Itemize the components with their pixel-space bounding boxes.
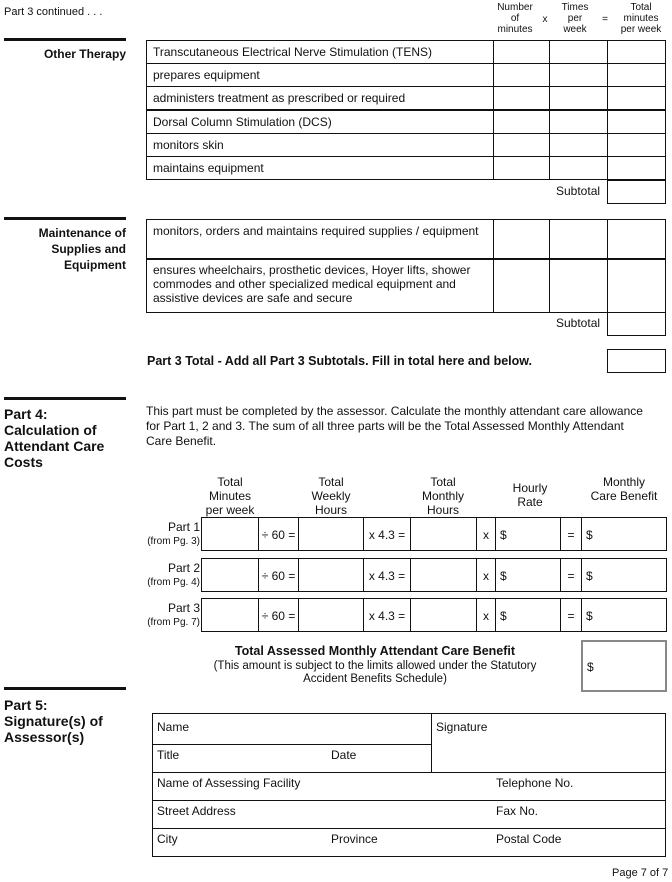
times-field[interactable] [549,40,608,64]
signature-field-label[interactable]: Signature [436,720,488,734]
divide-60-label-text: ÷ 60 = [261,609,296,623]
weekly-hours-field[interactable] [298,558,364,592]
times-field[interactable] [549,86,608,110]
times-field[interactable] [549,219,608,260]
minutes-per-week-field[interactable] [201,598,259,632]
hourly-rate-field[interactable] [495,558,561,592]
facility-field-label[interactable]: Name of Assessing Facility [157,776,301,790]
signature-divider [431,713,432,773]
maintenance-label: Maintenance of Supplies and Equipment [38,226,126,272]
multiply-4-3-label-text: x 4.3 = [368,609,406,623]
multiply-label-text: x [483,609,489,623]
therapy-task-row [146,133,494,157]
total-benefit-dollar: $ [587,660,594,674]
hourly-rate-field[interactable] [495,517,561,551]
fax-field-label[interactable]: Fax No. [496,804,539,818]
times-field[interactable] [549,110,608,134]
equals-label-text: = [567,609,575,623]
part5-label: Part 5: Signature(s) of Assessor(s) [4,697,103,745]
city-field-label[interactable]: City [157,832,178,846]
minutes-field[interactable] [493,258,550,313]
monthly-benefit-field-text: $ [586,569,593,583]
multiply-4-3-label-text: x 4.3 = [368,528,406,542]
total-benefit-field[interactable] [581,640,667,692]
part3-total-label: Part 3 Total - Add all Part 3 Subtotals. Fill in total here and below. [147,354,533,368]
therapy-task-label: monitors skin [153,138,224,152]
maintenance-task-label: ensures wheelchairs, prosthetic devices, Hoyer lifts, shower commodes and other specialized medical equipment and assistive devices are safe and secure [153,263,471,305]
p4-minutes-header: Total Minutes per week [205,475,255,517]
p4-weekly-header: Total Weekly Hours [311,475,351,517]
p4-benefit-header: Monthly Care Benefit [590,475,658,503]
telephone-field-label[interactable]: Telephone No. [496,776,574,790]
multiply-4-3-label-text: x 4.3 = [368,569,406,583]
multiply-4-3-label [363,558,411,592]
p4-monthly-header: Total Monthly Hours [421,475,465,517]
monthly-benefit-field[interactable] [581,598,667,632]
total-minutes-field[interactable] [607,133,666,157]
monthly-hours-field[interactable] [410,558,477,592]
date-field-label[interactable]: Date [331,748,357,762]
row-divider-2 [152,800,666,801]
minutes-per-week-field[interactable] [201,558,259,592]
other-therapy-subtotal-field[interactable] [607,180,666,204]
maintenance-subtotal-label: Subtotal [556,316,601,330]
therapy-task-row [146,86,494,110]
multiply-label-text: x [483,569,489,583]
multiply-4-3-label [363,517,411,551]
times-field[interactable] [549,63,608,87]
multiply-4-3-label [363,598,411,632]
other-therapy-rule [4,38,126,41]
monthly-benefit-field-text: $ [586,528,593,542]
therapy-task-row [146,63,494,87]
multiply-label [476,558,496,592]
weekly-hours-field[interactable] [298,517,364,551]
divide-60-label-text: ÷ 60 = [261,569,296,583]
other-therapy-subtotal-label: Subtotal [556,184,601,198]
minutes-field[interactable] [493,133,550,157]
hourly-rate-field[interactable] [495,598,561,632]
name-title-divider [152,744,432,745]
minutes-field[interactable] [493,86,550,110]
multiply-label [476,598,496,632]
therapy-task-label: Dorsal Column Stimulation (DCS) [153,115,332,129]
minutes-field[interactable] [493,156,550,180]
total-minutes-field[interactable] [607,86,666,110]
divide-60-label-text: ÷ 60 = [261,528,296,542]
col-total-header: Total minutes per week [620,2,662,35]
maintenance-subtotal-field[interactable] [607,312,666,336]
province-field-label[interactable]: Province [331,832,378,846]
monthly-benefit-field[interactable] [581,517,667,551]
name-field-label[interactable]: Name [157,720,190,734]
row-divider-3 [152,828,666,829]
total-minutes-field[interactable] [607,156,666,180]
therapy-task-label: administers treatment as prescribed or required [153,91,406,105]
part-row-source: (from Pg. 3) [147,536,200,547]
therapy-task-row [146,156,494,180]
hourly-rate-field-text: $ [500,569,507,583]
minutes-field[interactable] [493,63,550,87]
total-minutes-field[interactable] [607,40,666,64]
total-benefit-note: (This amount is subject to the limits allowed under the Statutory Accident Benefits Schedule) [213,660,537,685]
part-row-name: Part 3 [167,601,200,615]
other-therapy-label: Other Therapy [43,47,126,61]
minutes-field[interactable] [493,110,550,134]
continued-label: Part 3 continued . . . [4,6,103,18]
minutes-field[interactable] [493,40,550,64]
part5-rule [4,687,126,690]
total-benefit-title: Total Assessed Monthly Attendant Care Benefit [234,644,516,658]
times-field[interactable] [549,133,608,157]
monthly-hours-field[interactable] [410,517,477,551]
part4-intro: This part must be completed by the assessor. Calculate the monthly attendant care allowance for Part 1, 2 and 3. The sum of all three parts will be the Total Assessed Monthly Attendant Care Benefit. [146,404,643,448]
therapy-task-row [146,110,494,134]
part-row-name: Part 1 [167,520,200,534]
total-minutes-field[interactable] [607,110,666,134]
maintenance-task-label: monitors, orders and maintains required supplies / equipment [153,224,479,238]
total-minutes-field[interactable] [607,63,666,87]
maintenance-task-row [146,258,494,313]
col-x-header: x [542,14,548,25]
monthly-hours-field[interactable] [410,598,477,632]
times-field[interactable] [549,258,608,313]
times-field[interactable] [549,156,608,180]
therapy-task-row [146,40,494,64]
divide-60-label [258,558,299,592]
monthly-benefit-field-text: $ [586,609,593,623]
hourly-rate-field-text: $ [500,528,507,542]
multiply-label-text: x [483,528,489,542]
total-minutes-field[interactable] [607,219,666,260]
part-row-name: Part 2 [167,561,200,575]
part-row-source: (from Pg. 7) [147,617,200,628]
monthly-benefit-field[interactable] [581,558,667,592]
part4-label: Part 4: Calculation of Attendant Care Costs [4,406,105,470]
minutes-per-week-field[interactable] [201,517,259,551]
col-minutes-header: Number of minutes [497,2,533,35]
equals-label [560,517,582,551]
equals-label [560,598,582,632]
maintenance-task-row [146,219,494,260]
equals-label-text: = [567,569,575,583]
row-divider-1 [152,772,666,773]
part4-rule [4,397,126,400]
therapy-task-label: maintains equipment [153,161,264,175]
therapy-task-label: prepares equipment [153,68,260,82]
p4-rate-header: Hourly Rate [512,481,548,509]
divide-60-label [258,517,299,551]
col-times-header: Times per week [561,2,589,35]
equals-label [560,558,582,592]
therapy-task-label: Transcutaneous Electrical Nerve Stimulation (TENS) [153,45,432,59]
part3-total-field[interactable] [607,349,666,373]
street-field-label[interactable]: Street Address [157,804,236,818]
maintenance-rule [4,217,126,220]
part-row-source: (from Pg. 4) [147,577,200,588]
title-field-label[interactable]: Title [157,748,180,762]
multiply-label [476,517,496,551]
postal-field-label[interactable]: Postal Code [496,832,562,846]
equals-label-text: = [567,528,575,542]
col-eq-header: = [602,14,608,25]
page-number: Page 7 of 7 [612,867,669,879]
hourly-rate-field-text: $ [500,609,507,623]
total-minutes-field[interactable] [607,258,666,313]
minutes-field[interactable] [493,219,550,260]
divide-60-label [258,598,299,632]
weekly-hours-field[interactable] [298,598,364,632]
